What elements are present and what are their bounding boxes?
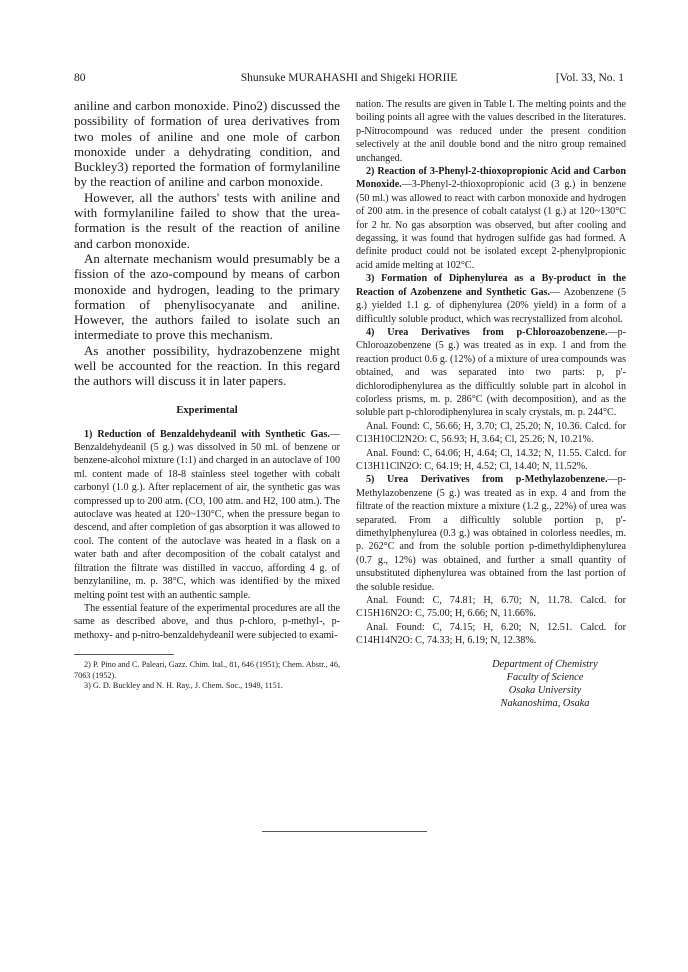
affiliation-line: Department of Chemistry — [492, 658, 598, 670]
affiliation-line: Nakanoshima, Osaka — [500, 697, 590, 709]
experimental-text — [74, 428, 340, 643]
paragraph — [356, 165, 626, 272]
experiment-text: — Benzaldehydeanil (5 g.) was dissolved in 50 ml. of benzene or benzene-alcohol mixture (1:1) and charged in an autoclave of 100 ml. content made of 18-8 stainless steel together with cobalt carbonyl (1.0 g.). After replacement of air, the synthetic gas was compressed up to 200 atm. (CO, 100 atm. and H2, 100 atm.). The autoclave was heated at 120~130°C, when the pressure began to descend, and after completion of gas absorption it was allowed to cool. The content of the autoclave was heated in a flask on a water bath and after decomposition of the cobalt catalyst and filtration the filtrate was distilled in vaccuo, affording 4 g. of benzylaniline, m. p. 38°C, which was identified by the mixed melting point test with an authentic sample. — [74, 428, 340, 601]
paragraph: As another possibility, hydrazobenzene might well be accounted for the reaction. In this regard the authors will discuss it in later papers. — [74, 342, 340, 389]
running-header — [74, 72, 624, 90]
experiment-text: —p-Methylazobenzene (5 g.) was treated as in exp. 4 and from the filtrate of the reaction mixture a mixture (1.2 g., 22%) of urea was separated. From a difficultly soluble portion p, p'-dimethylphenylurea (0.3 g.) was obtained in colorless needles, m. p. 262°C and from the soluble portion p-dimethyldiphenylurea (0.7 g., 12%) was obtained, and further a small quantity of unsubstituted diphenylurea was obtained from the last portion of the soluble residue. — [356, 474, 626, 593]
analysis-line: Anal. Found: C, 74.81; H, 6.70; N, 11.78. Calcd. for C15H16N2O: C, 75.00; H, 6.66; N, 11.66%. — [356, 595, 626, 620]
paragraph: An alternate mechanism would presumably be a fission of the azo-compound by means of carbon monoxide and hydrogen, leading to the primary formation of phenylisocyanate and aniline. However, the authors failed to isolate such an intermediate to prove this mechanism. — [74, 250, 340, 343]
section-title: Experimental — [176, 404, 238, 416]
paragraph — [74, 428, 340, 602]
footnote: 2) P. Pino and C. Paleari, Gazz. Chim. Ital., 81, 646 (1951); Chem. Abstr., 46, 7063 (1952). — [74, 660, 340, 680]
analysis-line: Anal. Found: C, 56.66; H, 3.70; Cl, 25.20; N, 10.36. Calcd. for C13H10Cl2N2O: C, 56.93; H, 3.64; Cl, 25.26; N, 10.21%. — [356, 420, 626, 446]
volume-info: [Vol. 33, No. 1 — [555, 72, 624, 84]
experiment-text: —3-Phenyl-2-thioxopropionic acid (3 g.) in benzene (50 ml.) was allowed to react with carbon monoxide and hydrogen of 200 atm. in the presence of cobalt catalyst (1 g.) at 120~130°C for 2 hr. No gas absorption was observed, but after cooling and degassing, it was found that hydrogen sulfide gas had formed. A definite product could not be isolated except 2-phenylpropionic acid amide melting at 102°C. — [356, 179, 626, 271]
footnotes — [74, 660, 340, 692]
running-authors: Shunsuke MURAHASHI and Shigeki HORIIE — [240, 72, 458, 84]
paragraph: aniline and carbon monoxide. Pino2) discussed the possibility of formation of urea derivatives from two moles of aniline and one mole of carbon monoxide under a dehydrating condition, and Buckley3) reported the formation of formylaniline by the reaction of aniline and carbon monoxide. — [74, 98, 340, 190]
affiliation-line: Faculty of Science — [506, 671, 584, 683]
paragraph: The essential feature of the experimental procedures are all the same as described above, and thus p-chloro, p-methyl-, p-methoxy- and p-nitro-benzaldehydeanil were subjected to exami- — [74, 602, 340, 641]
experiment-heading: 3) Formation of Diphenylurea as a By-product in the Reaction of Azobenzene and Synthetic Gas. — [356, 273, 626, 298]
affiliation — [356, 658, 626, 710]
end-rule — [262, 831, 427, 832]
experiment-text: —p-Chloroazobenzene (5 g.) was treated as in exp. 1 and from the reaction product 0.6 g. (12%) of a mixture of urea compounds was obtained, and was separated into two parts: p, p'-dichlorodiphenylurea as the difficultly soluble part in alcohol in colorless prisms, m. p. 286°C (with decomposition), and as the soluble part p-chlorodiphenylurea in scaly crystals, m. p. 244°C. — [356, 326, 626, 419]
right-column — [356, 98, 626, 710]
experiment-heading: 5) Urea Derivatives from p-Methylazobenzene. — [366, 474, 608, 486]
paragraph — [356, 473, 626, 594]
page-number: 80 — [74, 72, 86, 84]
paragraph — [356, 272, 626, 326]
discussion-text — [74, 98, 340, 389]
paragraph — [356, 326, 626, 420]
paragraph: nation. The results are given in Table I. The melting points and the boiling points all agree with the values described in the literatures. p-Nitrocompound was reduced under the present condition selectively at the anil double bond and the nitro group remained unchanged. — [356, 99, 626, 164]
footnote: 3) G. D. Buckley and N. H. Ray., J. Chem. Soc., 1949, 1151. — [84, 681, 283, 691]
experiment-heading: 2) Reaction of 3-Phenyl-2-thioxopropionic Acid and Carbon Monoxide. — [356, 166, 626, 191]
analysis-line: Anal. Found: C, 64.06; H, 4.64; Cl, 14.32; N, 11.55. Calcd. for C13H11ClN2O: C, 64.19; H, 4.52; Cl, 14.40; N, 11.52%. — [356, 447, 626, 472]
experiment-text: — Azobenzene (5 g.) yielded 1.1 g. of diphenylurea (20% yield) in a form of a difficultly soluble product, which was recrystallized from alcohol. — [356, 286, 626, 325]
affiliation-line: Osaka University — [508, 684, 582, 696]
paragraph: However, all the authors' tests with aniline and with formylaniline failed to show that the urea-formation is the result of the reaction of aniline and carbon monoxide. — [74, 189, 340, 251]
experiment-heading: 1) Reduction of Benzaldehydeanil with Synthetic Gas. — [84, 428, 330, 440]
experiment-heading: 4) Urea Derivatives from p-Chloroazobenzene. — [366, 326, 608, 338]
analysis-line: Anal. Found: C, 74.15; H, 6.20; N, 12.51. Calcd. for C14H14N2O: C, 74.33; H, 6.19; N, 12.38%. — [356, 621, 626, 647]
footnote-divider — [74, 654, 174, 655]
left-column — [74, 98, 340, 692]
